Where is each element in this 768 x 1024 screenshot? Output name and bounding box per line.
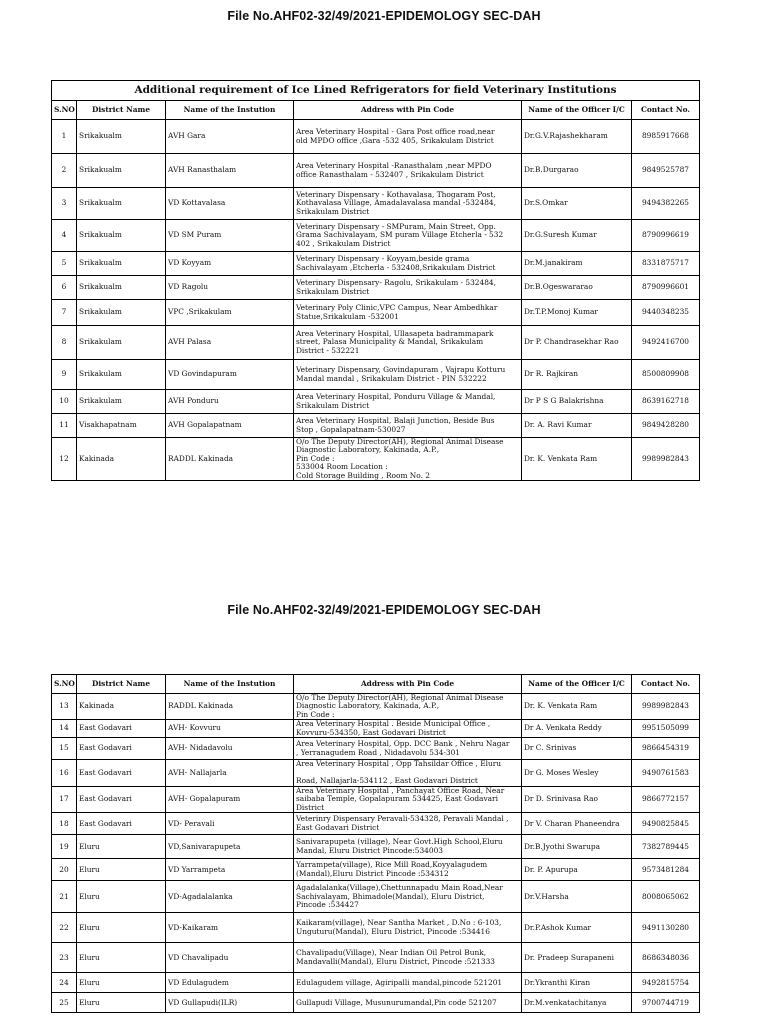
cell-officer-name: Dr. K. Venkata Ram	[522, 438, 632, 481]
cell-officer-name: Dr.B.Durgarao	[522, 154, 632, 188]
cell-contact-no: 9494382265	[632, 188, 700, 220]
cell-district-name: Srikakulam	[77, 326, 166, 360]
cell-address: Yarrampeta(village), Rice Mill Road,Koyyalagudem (Mandal),Eluru District Pincode :534312	[294, 859, 522, 881]
cell-contact-no: 8500809908	[632, 360, 700, 390]
cell-officer-name: Dr. Pradeep Surapaneni	[522, 943, 632, 973]
cell-officer-name: Dr. K. Venkata Ram	[522, 694, 632, 720]
column-header-district-name: District Name	[77, 101, 166, 120]
table-row	[52, 360, 700, 390]
cell-institution-name: AVH Ponduru	[166, 390, 294, 414]
cell-institution-name: VD,Sanivarapupeta	[166, 835, 294, 859]
cell-contact-no: 8686348036	[632, 943, 700, 973]
cell-officer-name: Dr.B.Ogeswararao	[522, 276, 632, 300]
file-number-heading-page-2: File No.AHF02-32/49/2021-EPIDEMOLOGY SEC-DAH	[227, 603, 541, 617]
cell-sno: 22	[52, 913, 77, 943]
cell-institution-name: AVH- Kovvuru	[166, 720, 294, 738]
cell-institution-name: VD Govindapuram	[166, 360, 294, 390]
column-header-officer-name: Name of the Officer I/C	[522, 675, 632, 694]
cell-district-name: Eluru	[77, 993, 166, 1013]
cell-institution-name: AVH Gopalapatnam	[166, 414, 294, 438]
cell-sno: 1	[52, 120, 77, 154]
cell-sno: 6	[52, 276, 77, 300]
cell-sno: 25	[52, 993, 77, 1013]
cell-contact-no: 9989982843	[632, 438, 700, 481]
cell-address: Veterinry Dispensary Peravali-534328, Peravali Mandal , East Godavari District	[294, 813, 522, 835]
cell-officer-name: Dr.B.Jyothi Swarupa	[522, 835, 632, 859]
column-header-contact-no: Contact No.	[632, 101, 700, 120]
cell-sno: 8	[52, 326, 77, 360]
cell-institution-name: AVH Ranasthalam	[166, 154, 294, 188]
cell-contact-no: 9440348235	[632, 300, 700, 326]
cell-contact-no: 8790996601	[632, 276, 700, 300]
cell-institution-name: AVH- Nidadavolu	[166, 738, 294, 760]
table-row	[52, 913, 700, 943]
cell-sno: 3	[52, 188, 77, 220]
cell-officer-name: Dr.P.Ashok Kumar	[522, 913, 632, 943]
cell-contact-no: 9866772157	[632, 787, 700, 813]
cell-sno: 11	[52, 414, 77, 438]
cell-sno: 19	[52, 835, 77, 859]
cell-institution-name: VD Chavalipadu	[166, 943, 294, 973]
cell-address: Veterinary Dispensary- Ragolu, Srikakulam - 532484, Srikakulam District	[294, 276, 522, 300]
cell-contact-no: 9849525787	[632, 154, 700, 188]
table-row	[52, 414, 700, 438]
cell-district-name: East Godavari	[77, 787, 166, 813]
table-row	[52, 787, 700, 813]
table-row	[52, 720, 700, 738]
cell-address: O/o The Deputy Director(AH), Regional Animal Disease Diagnostic Laboratory, Kakinada, A.P., Pin Code :	[294, 694, 522, 720]
cell-officer-name: Dr.M.venkatachitanya	[522, 993, 632, 1013]
cell-sno: 23	[52, 943, 77, 973]
cell-officer-name: Dr R. Rajkiran	[522, 360, 632, 390]
cell-address: Area Veterinary Hospital, Opp. DCC Bank , Nehru Nagar , Yerranagudem Road , Nidadavolu 534-301	[294, 738, 522, 760]
cell-district-name: East Godavari	[77, 760, 166, 787]
cell-institution-name: VD Kottavalasa	[166, 188, 294, 220]
cell-district-name: Srikakualm	[77, 252, 166, 276]
cell-district-name: East Godavari	[77, 720, 166, 738]
cell-officer-name: Dr. A. Ravi Kumar	[522, 414, 632, 438]
cell-address: Gullapudi Village, Musunurumandal,Pin code 521207	[294, 993, 522, 1013]
cell-address: Sanivarapupeta (village), Near Govt.High School,Eluru Mandal, Eluru District Pincode:534003	[294, 835, 522, 859]
cell-officer-name: Dr.V.Harsha	[522, 881, 632, 913]
column-header-address: Address with Pin Code	[294, 675, 522, 694]
file-number-heading: File No.AHF02-32/49/2021-EPIDEMOLOGY SEC-DAH	[227, 9, 541, 23]
cell-contact-no: 8639162718	[632, 390, 700, 414]
cell-sno: 17	[52, 787, 77, 813]
table-row	[52, 154, 700, 188]
cell-contact-no: 9700744719	[632, 993, 700, 1013]
cell-sno: 12	[52, 438, 77, 481]
cell-district-name: Kakinada	[77, 694, 166, 720]
cell-officer-name: Dr. P. Apurupa	[522, 859, 632, 881]
cell-contact-no: 9989982843	[632, 694, 700, 720]
column-header-sno: S.NO	[52, 101, 77, 120]
cell-district-name: Srikakualm	[77, 154, 166, 188]
cell-district-name: Eluru	[77, 881, 166, 913]
table-row	[52, 881, 700, 913]
cell-officer-name: Dr.G.Suresh Kumar	[522, 220, 632, 252]
table-row	[52, 188, 700, 220]
cell-officer-name: Dr.Ykranthi Kiran	[522, 973, 632, 993]
cell-contact-no: 9573481284	[632, 859, 700, 881]
cell-contact-no: 9492416700	[632, 326, 700, 360]
cell-contact-no: 9490825845	[632, 813, 700, 835]
cell-institution-name: AVH Palasa	[166, 326, 294, 360]
cell-contact-no: 9951505099	[632, 720, 700, 738]
cell-contact-no: 9490761583	[632, 760, 700, 787]
cell-address: Veterinary Dispensary - Koyyam,beside grama Sachivalayam ,Etcherla - 532408,Srikakulam District	[294, 252, 522, 276]
cell-address: O/o The Deputy Director(AH), Regional Animal Disease Diagnostic Laboratory, Kakinada, A.P., Pin Code : 533004 Room Location : Cold Storage Building , Room No. 2	[294, 438, 522, 481]
cell-district-name: Srikakulam	[77, 360, 166, 390]
cell-district-name: Srikakulam	[77, 300, 166, 326]
cell-address: Area Veterinary Hospital - Gara Post office road,near old MPDO office ,Gara -532 405, Srikakulam District	[294, 120, 522, 154]
table-row	[52, 993, 700, 1013]
cell-sno: 4	[52, 220, 77, 252]
column-header-officer-name: Name of the Officer I/C	[522, 101, 632, 120]
cell-district-name: Eluru	[77, 859, 166, 881]
table-row	[52, 738, 700, 760]
cell-address: Veterinary Dispensary, Govindapuram , Vajrapu Kotturu Mandal mandal , Srikakulam District - PIN 532222	[294, 360, 522, 390]
cell-contact-no: 8985917668	[632, 120, 700, 154]
refrigerator-requirement-table	[51, 80, 700, 481]
table-row	[52, 220, 700, 252]
cell-officer-name: Dr P S G Balakrishna	[522, 390, 632, 414]
cell-district-name: Srikakualm	[77, 276, 166, 300]
column-header-address: Address with Pin Code	[294, 101, 522, 120]
table-row	[52, 438, 700, 481]
table-row	[52, 694, 700, 720]
column-header-district-name: District Name	[77, 675, 166, 694]
table-row	[52, 859, 700, 881]
cell-institution-name: AVH- Gopalapuram	[166, 787, 294, 813]
cell-contact-no: 9492815754	[632, 973, 700, 993]
cell-institution-name: RADDL Kakinada	[166, 694, 294, 720]
cell-address: Edulagudem village, Agiripalli mandal,pincode 521201	[294, 973, 522, 993]
table-row	[52, 120, 700, 154]
table-row	[52, 760, 700, 787]
cell-sno: 13	[52, 694, 77, 720]
cell-sno: 14	[52, 720, 77, 738]
cell-officer-name: Dr.M.janakiram	[522, 252, 632, 276]
cell-institution-name: VD Edulagudem	[166, 973, 294, 993]
cell-institution-name: VD Yarrampeta	[166, 859, 294, 881]
cell-institution-name: VD Ragolu	[166, 276, 294, 300]
column-header-institution-name: Name of the Instution	[166, 675, 294, 694]
cell-district-name: Srikakualm	[77, 220, 166, 252]
cell-institution-name: VPC ,Srikakulam	[166, 300, 294, 326]
cell-officer-name: Dr.T.P.Monoj Kumar	[522, 300, 632, 326]
cell-address: Area Veterinary Hospital , Opp Tahsildar Office , Eluru Road, Nallajarla-534112 , East Godavari District	[294, 760, 522, 787]
cell-officer-name: Dr C. Srinivas	[522, 738, 632, 760]
cell-sno: 21	[52, 881, 77, 913]
cell-officer-name: Dr G. Moses Wesley	[522, 760, 632, 787]
table-row	[52, 300, 700, 326]
cell-address: Area Veterinary Hospital, Ponduru Village & Mandal, Srikakulam District	[294, 390, 522, 414]
cell-sno: 10	[52, 390, 77, 414]
cell-sno: 9	[52, 360, 77, 390]
cell-institution-name: VD SM Puram	[166, 220, 294, 252]
cell-address: Agadalalanka(Village),Chettunnapadu Main Road,Near Sachivalayam, Bhimadole(Mandal), Eluru District, Pincode :534427	[294, 881, 522, 913]
column-header-sno: S.NO	[52, 675, 77, 694]
cell-district-name: East Godavari	[77, 813, 166, 835]
cell-institution-name: VD- Peravali	[166, 813, 294, 835]
cell-institution-name: VD Koyyam	[166, 252, 294, 276]
cell-contact-no: 8331875717	[632, 252, 700, 276]
table-row	[52, 276, 700, 300]
cell-sno: 24	[52, 973, 77, 993]
cell-sno: 16	[52, 760, 77, 787]
column-header-institution-name: Name of the Instution	[166, 101, 294, 120]
table-row	[52, 943, 700, 973]
cell-institution-name: AVH Gara	[166, 120, 294, 154]
cell-address: Veterinary Dispensary - SMPuram, Main Street, Opp. Grama Sachivalayam, SM puram Village Etcherla - 532 402 , Srikakulam District	[294, 220, 522, 252]
cell-district-name: Kakinada	[77, 438, 166, 481]
table-row	[52, 973, 700, 993]
cell-sno: 7	[52, 300, 77, 326]
cell-institution-name: VD Gullapudi(ILR)	[166, 993, 294, 1013]
cell-address: Area Veterinary Hospital, Balaji Junction, Beside Bus Stop , Gopalapatnam-530027	[294, 414, 522, 438]
cell-contact-no: 9849428280	[632, 414, 700, 438]
table-caption: Additional requirement of Ice Lined Refrigerators for field Veterinary Institutions	[52, 81, 700, 101]
column-header-contact-no: Contact No.	[632, 675, 700, 694]
cell-institution-name: VD-Agadalalanka	[166, 881, 294, 913]
table-row	[52, 813, 700, 835]
cell-contact-no: 8008065062	[632, 881, 700, 913]
cell-district-name: Eluru	[77, 973, 166, 993]
cell-officer-name: Dr V. Charan Phaneendra	[522, 813, 632, 835]
table-row	[52, 835, 700, 859]
cell-sno: 18	[52, 813, 77, 835]
cell-sno: 5	[52, 252, 77, 276]
cell-district-name: Visakhapatnam	[77, 414, 166, 438]
table-row	[52, 390, 700, 414]
cell-district-name: East Godavari	[77, 738, 166, 760]
cell-institution-name: VD-Kaikaram	[166, 913, 294, 943]
cell-address: Area Veterinary Hospital . Beside Municipal Office , Kovvuru-534350, East Godavari District	[294, 720, 522, 738]
cell-sno: 15	[52, 738, 77, 760]
cell-officer-name: Dr.S.Omkar	[522, 188, 632, 220]
cell-district-name: Srikakualm	[77, 188, 166, 220]
cell-officer-name: Dr.G.V.Rajashekharam	[522, 120, 632, 154]
cell-sno: 20	[52, 859, 77, 881]
cell-address: Area Veterinary Hospital , Panchayat Office Road, Near saibaba Temple, Gopalapuram 534425, East Godavari District	[294, 787, 522, 813]
cell-address: Kaikaram(village), Near Santha Market , D.No : 6-103, Unguturu(Mandal), Eluru District, Pincode :534416	[294, 913, 522, 943]
cell-officer-name: Dr P. Chandrasekhar Rao	[522, 326, 632, 360]
cell-district-name: Srikakualm	[77, 120, 166, 154]
cell-address: Chavalipadu(Village), Near Indian Oil Petrol Bunk, Mandavalli(Mandal), Eluru District, Pincode :521333	[294, 943, 522, 973]
cell-district-name: Eluru	[77, 943, 166, 973]
cell-address: Veterinary Dispensary - Kothavalasa, Thogaram Post, Kothavalasa Village, Amadalavalasa mandal -532484, Srikakulam District	[294, 188, 522, 220]
cell-contact-no: 9866454319	[632, 738, 700, 760]
cell-sno: 2	[52, 154, 77, 188]
cell-district-name: Eluru	[77, 913, 166, 943]
cell-institution-name: RADDL Kakinada	[166, 438, 294, 481]
cell-institution-name: AVH- Nallajarla	[166, 760, 294, 787]
cell-district-name: Eluru	[77, 835, 166, 859]
cell-address: Veterinary Poly Clinic,VPC Campus, Near Ambedhkar Statue,Srikakulam -532001	[294, 300, 522, 326]
cell-contact-no: 7382789445	[632, 835, 700, 859]
refrigerator-requirement-table-page-2	[51, 674, 700, 1013]
cell-officer-name: Dr A. Venkata Reddy	[522, 720, 632, 738]
table-row	[52, 326, 700, 360]
cell-contact-no: 8790996619	[632, 220, 700, 252]
cell-officer-name: Dr D. Srinivasa Rao	[522, 787, 632, 813]
cell-district-name: Srikakulam	[77, 390, 166, 414]
table-row	[52, 252, 700, 276]
cell-address: Area Veterinary Hospital, Ullasapeta badrammapark street, Palasa Municipality & Mandal, Srikakulam District - 532221	[294, 326, 522, 360]
cell-address: Area Veterinary Hospital -Ranasthalam ,near MPDO office Ranasthalam - 532407 , Srikakulam District	[294, 154, 522, 188]
cell-contact-no: 9491130280	[632, 913, 700, 943]
